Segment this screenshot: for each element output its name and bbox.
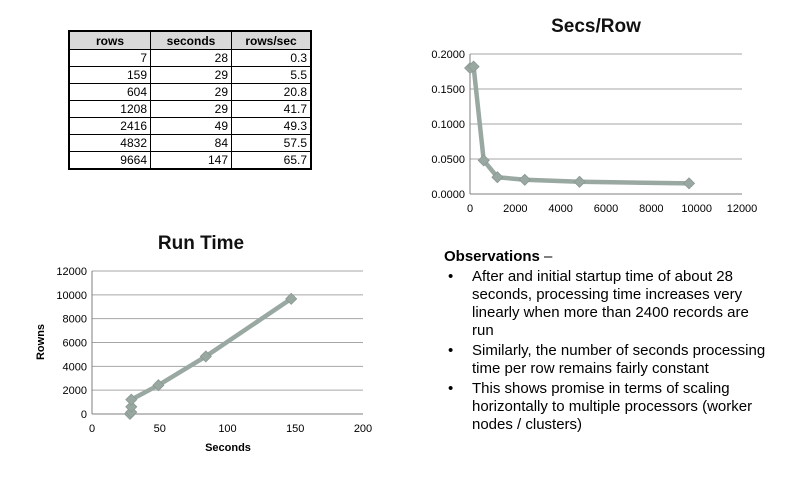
observations-heading: Observations [444,248,540,265]
x-tick-label: 10000 [681,203,712,215]
column-header: seconds [151,31,232,50]
x-tick-label: 8000 [639,203,664,215]
y-tick-label: 8000 [62,313,87,326]
x-tick-label: 12000 [726,203,758,215]
table-cell: 5.5 [232,67,312,84]
table-cell: 29 [151,101,232,118]
y-tick-label: 0.1000 [431,119,465,131]
observations-panel [444,248,774,436]
table-cell: 1208 [69,101,151,118]
y-tick-label: 2000 [62,385,87,398]
x-tick-label: 4000 [548,203,573,215]
table-cell: 0.3 [232,50,312,67]
y-tick-label: 4000 [62,361,87,374]
observation-text: This shows promise in terms of scaling horizontally to multiple processors (worker nodes / clusters) [472,380,753,433]
y-tick-label: 6000 [62,337,87,350]
x-tick-label: 6000 [593,203,619,215]
observation-text: After and initial startup time of about 28 seconds, processing time increases very linearly when more than 2400 records are run [472,268,749,339]
column-header: rows [69,31,151,50]
table-cell: 57.5 [232,135,312,152]
table-cell: 2416 [69,118,151,135]
x-tick-label: 200 [353,423,373,435]
table-cell: 49 [151,118,232,135]
observation-text: Similarly, the number of seconds processing time per row remains fairly constant [472,342,766,377]
table-cell: 9664 [69,152,151,170]
x-tick-label: 100 [218,423,237,435]
table-cell: 29 [151,67,232,84]
bullet-icon: • [448,380,454,397]
table-cell: 7 [69,50,151,67]
bullet-icon: • [448,268,454,285]
table-cell: 159 [69,67,151,84]
table-cell: 49.3 [232,118,312,135]
series [124,293,296,419]
bullet-icon: • [448,342,454,359]
y-tick-label: 0.0000 [431,189,465,201]
table-cell: 4832 [69,135,151,152]
x-tick-label: 0 [466,203,474,215]
table-cell: 84 [151,135,232,152]
table-cell: 41.7 [232,101,312,118]
y-axis-title: Rowns [35,323,47,361]
table-cell: 29 [151,84,232,101]
observations-heading-dash: – [539,248,553,265]
y-tick-label: 0.0500 [431,154,465,166]
x-axis-title: Seconds [205,442,251,454]
list-item [444,380,774,434]
table-cell: 65.7 [232,152,312,170]
table-cell: 604 [69,84,151,101]
y-tick-label: 0 [80,409,87,421]
x-tick-label: 50 [153,423,166,435]
chart-title: Run Time [157,233,245,254]
x-tick-label: 150 [286,423,305,435]
table-cell: 20.8 [232,84,312,101]
x-tick-label: 0 [88,423,96,435]
table-cell: 147 [151,152,232,170]
x-tick-label: 2000 [503,203,528,215]
gridlines [92,271,363,390]
y-tick-label: 10000 [56,289,87,302]
list-item [444,342,774,378]
list-item [444,268,774,340]
chart-title: Secs/Row [551,16,641,37]
y-tick-label: 0.1500 [431,84,465,96]
table-cell: 28 [151,50,232,67]
observations-list [444,268,774,434]
y-tick-label: 12000 [56,266,87,278]
y-tick-label: 0.2000 [431,49,465,61]
column-header: rows/sec [232,31,312,50]
